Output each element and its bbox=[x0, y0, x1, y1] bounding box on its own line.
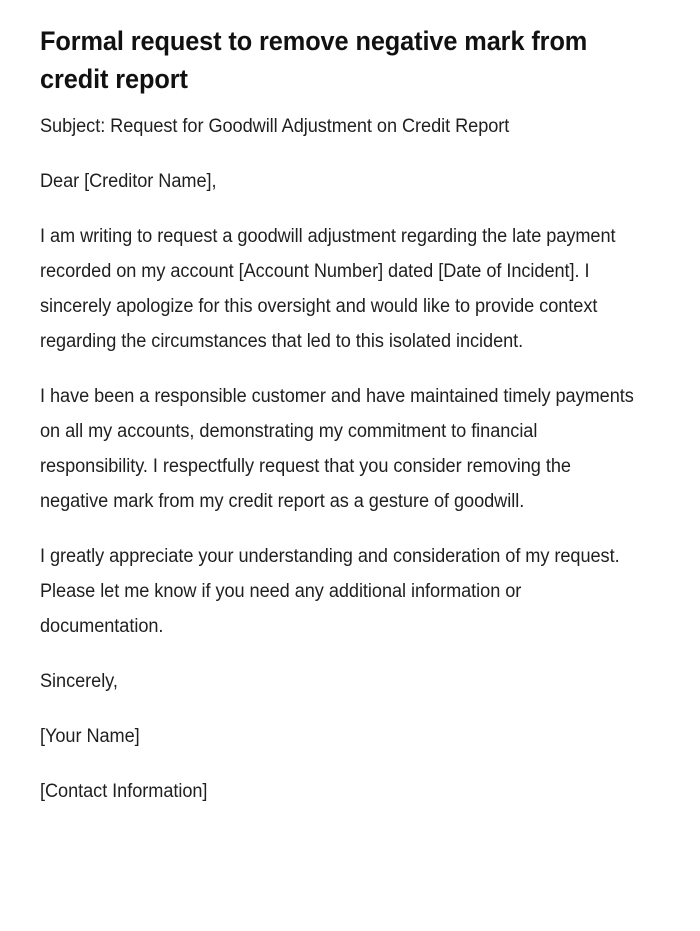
signature-name: [Your Name] bbox=[40, 726, 140, 747]
body-paragraph-2: I have been a responsible customer and have maintained timely payments on all my accounts, demonstrating my commitment to financial responsibility. I respectfully request that you consider removing the negative mark from my credit report as a gesture of goodwill. bbox=[40, 386, 634, 512]
signature-contact: [Contact Information] bbox=[40, 781, 208, 802]
closing: Sincerely, bbox=[40, 671, 118, 692]
body-paragraph-1: I am writing to request a goodwill adjustment regarding the late payment recorded on my account [Account Number] dated [Date of Incident]. I sincerely apologize for this oversight and would like to provide context regarding the circumstances that led to this isolated incident. bbox=[40, 226, 616, 352]
body-paragraph-3: I greatly appreciate your understanding and consideration of my request. Please let me know if you need any additional information or documentation. bbox=[40, 546, 620, 637]
subject-line: Subject: Request for Goodwill Adjustment on Credit Report bbox=[40, 116, 510, 137]
page-title: Formal request to remove negative mark from credit report bbox=[40, 26, 588, 94]
salutation: Dear [Creditor Name], bbox=[40, 171, 217, 192]
letter-body bbox=[40, 109, 641, 809]
